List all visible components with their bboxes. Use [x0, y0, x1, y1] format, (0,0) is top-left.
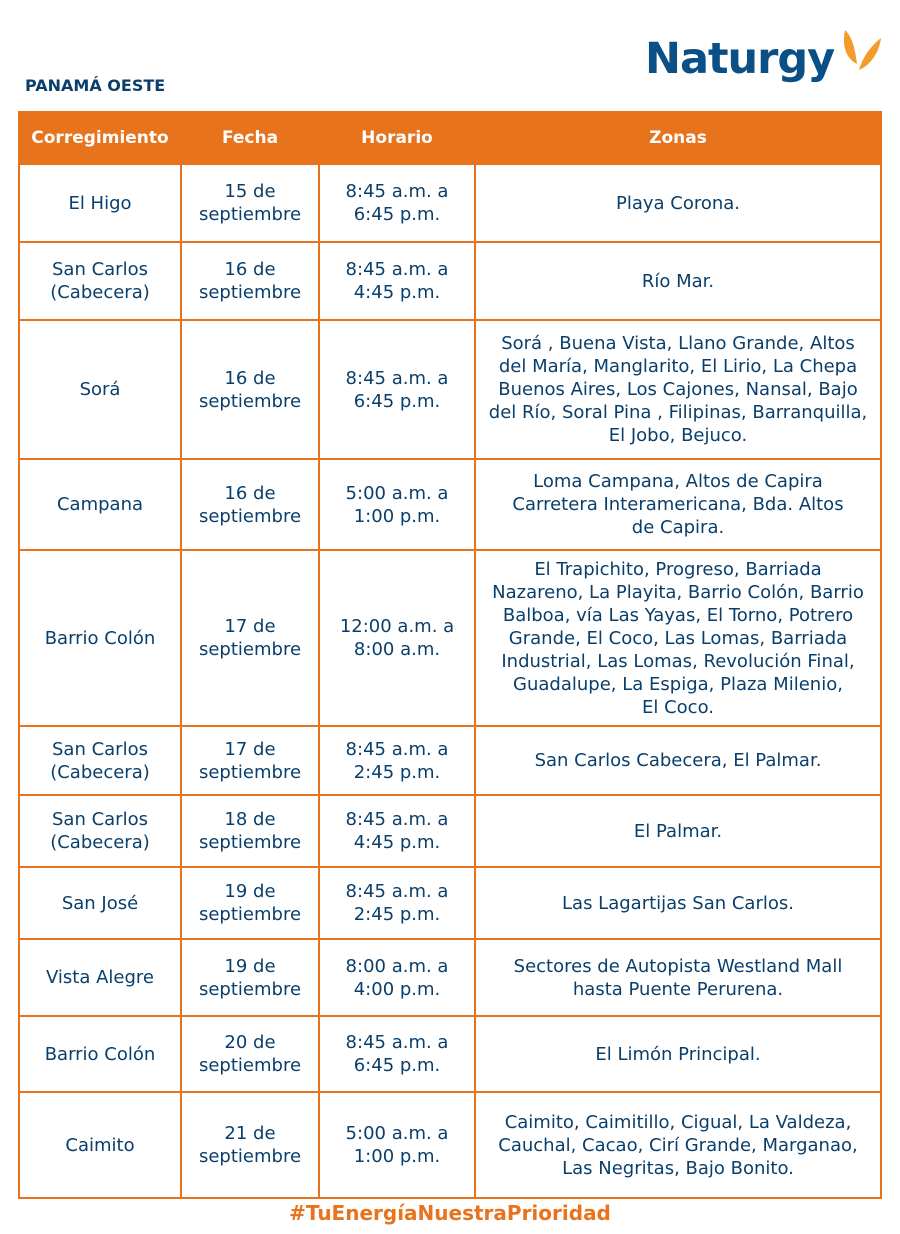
corregimiento-cell: San Carlos (Cabecera): [19, 726, 181, 795]
zonas-cell: El Trapichito, Progreso, Barriada Nazareno, La Playita, Barrio Colón, Barrio Balboa, vía Las Yayas, El Torno, Potrero Grande, El Coco, Las Lomas, Barriada Industrial, Las Lomas, Revolución Final, Guadalupe, La Espiga, Plaza Milenio, El Coco.: [475, 550, 881, 726]
fecha-cell: 16 de septiembre: [181, 320, 319, 459]
corregimiento-cell: Sorá: [19, 320, 181, 459]
campaign-hashtag: #TuEnergíaNuestraPrioridad: [289, 1201, 611, 1225]
horario-cell: 8:45 a.m. a 6:45 p.m.: [319, 1016, 475, 1092]
corregimiento-cell: San José: [19, 867, 181, 939]
column-header: Zonas: [475, 112, 881, 164]
corregimiento-cell: Vista Alegre: [19, 939, 181, 1016]
column-header: Horario: [319, 112, 475, 164]
fecha-cell: 20 de septiembre: [181, 1016, 319, 1092]
table-row: [19, 550, 881, 726]
horario-cell: 8:45 a.m. a 2:45 p.m.: [319, 867, 475, 939]
fecha-cell: 17 de septiembre: [181, 550, 319, 726]
schedule-table: [18, 111, 882, 1199]
zonas-cell: Caimito, Caimitillo, Cigual, La Valdeza, Cauchal, Cacao, Cirí Grande, Marganao, Las Negritas, Bajo Bonito.: [475, 1092, 881, 1198]
table-row: [19, 1016, 881, 1092]
corregimiento-cell: El Higo: [19, 164, 181, 242]
naturgy-logo: [645, 28, 885, 98]
horario-cell: 12:00 a.m. a 8:00 a.m.: [319, 550, 475, 726]
corregimiento-cell: Campana: [19, 459, 181, 550]
table-row: [19, 1092, 881, 1198]
table-row: [19, 320, 881, 459]
fecha-cell: 18 de septiembre: [181, 795, 319, 867]
table-row: [19, 939, 881, 1016]
table-row: [19, 726, 881, 795]
fecha-cell: 15 de septiembre: [181, 164, 319, 242]
fecha-cell: 21 de septiembre: [181, 1092, 319, 1198]
corregimiento-cell: San Carlos (Cabecera): [19, 242, 181, 320]
zonas-cell: Las Lagartijas San Carlos.: [475, 867, 881, 939]
zonas-cell: El Limón Principal.: [475, 1016, 881, 1092]
table-row: [19, 242, 881, 320]
table-row: [19, 459, 881, 550]
horario-cell: 8:45 a.m. a 6:45 p.m.: [319, 320, 475, 459]
table-row: [19, 795, 881, 867]
zonas-cell: Sectores de Autopista Westland Mall hasta Puente Perurena.: [475, 939, 881, 1016]
zonas-cell: Loma Campana, Altos de Capira Carretera Interamericana, Bda. Altos de Capira.: [475, 459, 881, 550]
brand-name: Naturgy: [645, 34, 835, 84]
table-row: [19, 867, 881, 939]
corregimiento-cell: San Carlos (Cabecera): [19, 795, 181, 867]
fecha-cell: 16 de septiembre: [181, 459, 319, 550]
zonas-cell: Río Mar.: [475, 242, 881, 320]
fecha-cell: 19 de septiembre: [181, 867, 319, 939]
corregimiento-cell: Barrio Colón: [19, 550, 181, 726]
fecha-cell: 16 de septiembre: [181, 242, 319, 320]
column-header: Fecha: [181, 112, 319, 164]
horario-cell: 8:00 a.m. a 4:00 p.m.: [319, 939, 475, 1016]
table-row: [19, 164, 881, 242]
zonas-cell: Playa Corona.: [475, 164, 881, 242]
horario-cell: 8:45 a.m. a 2:45 p.m.: [319, 726, 475, 795]
horario-cell: 8:45 a.m. a 4:45 p.m.: [319, 242, 475, 320]
zonas-cell: El Palmar.: [475, 795, 881, 867]
horario-cell: 5:00 a.m. a 1:00 p.m.: [319, 1092, 475, 1198]
butterfly-icon: [835, 28, 883, 78]
zonas-cell: Sorá , Buena Vista, Llano Grande, Altos del María, Manglarito, El Lirio, La Chepa Buenos Aires, Los Cajones, Nansal, Bajo del Río, Soral Pina , Filipinas, Barranquilla, El Jobo, Bejuco.: [475, 320, 881, 459]
column-header: Corregimiento: [19, 112, 181, 164]
fecha-cell: 19 de septiembre: [181, 939, 319, 1016]
corregimiento-cell: Caimito: [19, 1092, 181, 1198]
zonas-cell: San Carlos Cabecera, El Palmar.: [475, 726, 881, 795]
corregimiento-cell: Barrio Colón: [19, 1016, 181, 1092]
region-title: PANAMÁ OESTE: [25, 76, 166, 95]
horario-cell: 5:00 a.m. a 1:00 p.m.: [319, 459, 475, 550]
table-header-row: [19, 112, 881, 164]
fecha-cell: 17 de septiembre: [181, 726, 319, 795]
horario-cell: 8:45 a.m. a 6:45 p.m.: [319, 164, 475, 242]
horario-cell: 8:45 a.m. a 4:45 p.m.: [319, 795, 475, 867]
